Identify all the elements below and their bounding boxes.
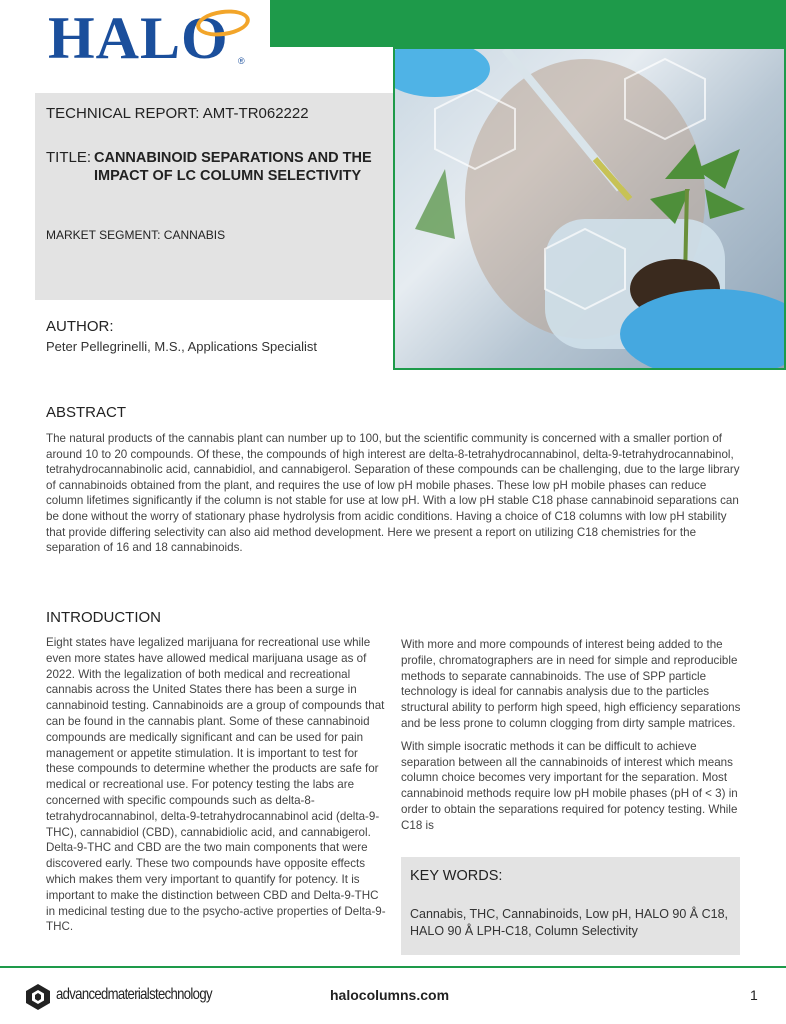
halo-logo: HALO bbox=[48, 5, 229, 71]
author-heading: AUTHOR: bbox=[46, 318, 114, 335]
abstract-body: The natural products of the cannabis plant can number up to 100, but the scientific community is concerned with a smaller portion of around 10 to 20 compounds. Of these, the compounds of high interest are delta-8-tetrahydrocannabinol, delta-9-tetrahydrocannabinol, tetrahydrocannabinolic acid, cannabidiol, and cannabigerol. Separation of these compounds can be challenging, due to the large library of cannabinoids obtained from the plant, and requires the use of low pH mobile phases. These low pH mobile phases can reduce column lifetimes significantly if the column is not stable for use at low pH. With a low pH stable C18 phase cannabinoid separations can be done without the worry of stationary phase hydrolysis from acidic conditions. Having a choice of C18 columns with low pH stability that provide differing selectivity can also aid method development. Here we present a report on utilizing C18 chemistries for the separation of 16 and 18 cannabinoids. bbox=[46, 432, 740, 555]
company-name: advancedmaterialstechnology bbox=[56, 986, 212, 1003]
header-green-band bbox=[270, 0, 786, 47]
technical-report-number: TECHNICAL REPORT: AMT-TR062222 bbox=[46, 105, 309, 122]
introduction-right-column bbox=[401, 637, 741, 841]
footer-divider bbox=[0, 966, 786, 968]
page-number: 1 bbox=[750, 987, 758, 1003]
introduction-left-column: Eight states have legalized marijuana for recreational use while even more states have allowed medical marijuana usage as of 2022. With the legalization of both medical and recreational cannabis across the United States there has been a surge in cannabinoid testing. Cannabinoids are a group of compounds that can be found in the cannabis plant. Some of these cannabinoid compounds are medically significant and can be used for pain management or appetite stimulation. It is important to test for these compounds to determine whether the products are safe for medical or recreational use. For potency testing the labs are concerned with specific compounds such as delta-8-tetrahydrocannabinol, delta-9-tetrahydrocannabinol acid (delta-9-THC), cannabidiol (CBD), cannabidiolic acid, and cannabigerol. Delta-9-THC and CBD are the two main components that were discovered early. These two compounds have opposite effects which makes them very important to quantify for potency. It is important to make the distinction between CBD and Delta-9-THC in medicinal testing due to the psycho-active properties of Delta-9-THC. bbox=[46, 636, 386, 934]
website-link[interactable]: halocolumns.com bbox=[330, 987, 450, 1003]
introduction-paragraph: With more and more compounds of interest being added to the profile, chromatographers are in need for simple and reproducible methods to separate cannabinoids. The use of SPP particle technology is ideal for cannabis analysis due to the particles structural ability to perform high speed, high efficiency separations and be less prone to column clogging from dirty sample matrices. bbox=[401, 638, 741, 730]
introduction-paragraph: With simple isocratic methods it can be difficult to achieve separation between all the cannabinoids of interest which means column choice becomes very important for the separation. Most cannabinoid methods require low pH mobile phases (pH of < 3) in order to obtain the separations required for potency testing. While C18 is bbox=[401, 739, 738, 832]
introduction-heading: INTRODUCTION bbox=[46, 609, 161, 626]
lab-photo-illustration bbox=[395, 49, 786, 370]
abstract-heading: ABSTRACT bbox=[46, 404, 127, 421]
registered-mark: ® bbox=[238, 56, 245, 66]
title-panel bbox=[35, 93, 393, 300]
author-name: Peter Pellegrinelli, M.S., Applications Specialist bbox=[46, 339, 317, 354]
market-segment: MARKET SEGMENT: CANNABIS bbox=[46, 228, 226, 242]
keywords-heading: KEY WORDS: bbox=[410, 868, 503, 884]
report-title: CANNABINOID SEPARATIONS AND THE IMPACT OF LC COLUMN SELECTIVITY bbox=[94, 150, 372, 184]
title-label: TITLE: bbox=[46, 149, 92, 166]
keywords-list: Cannabis, THC, Cannabinoids, Low pH, HALO 90 Å C18, HALO 90 Å LPH-C18, Column Selectivity bbox=[410, 907, 728, 938]
lab-photo bbox=[393, 47, 786, 370]
amt-logo-icon bbox=[24, 983, 52, 1011]
